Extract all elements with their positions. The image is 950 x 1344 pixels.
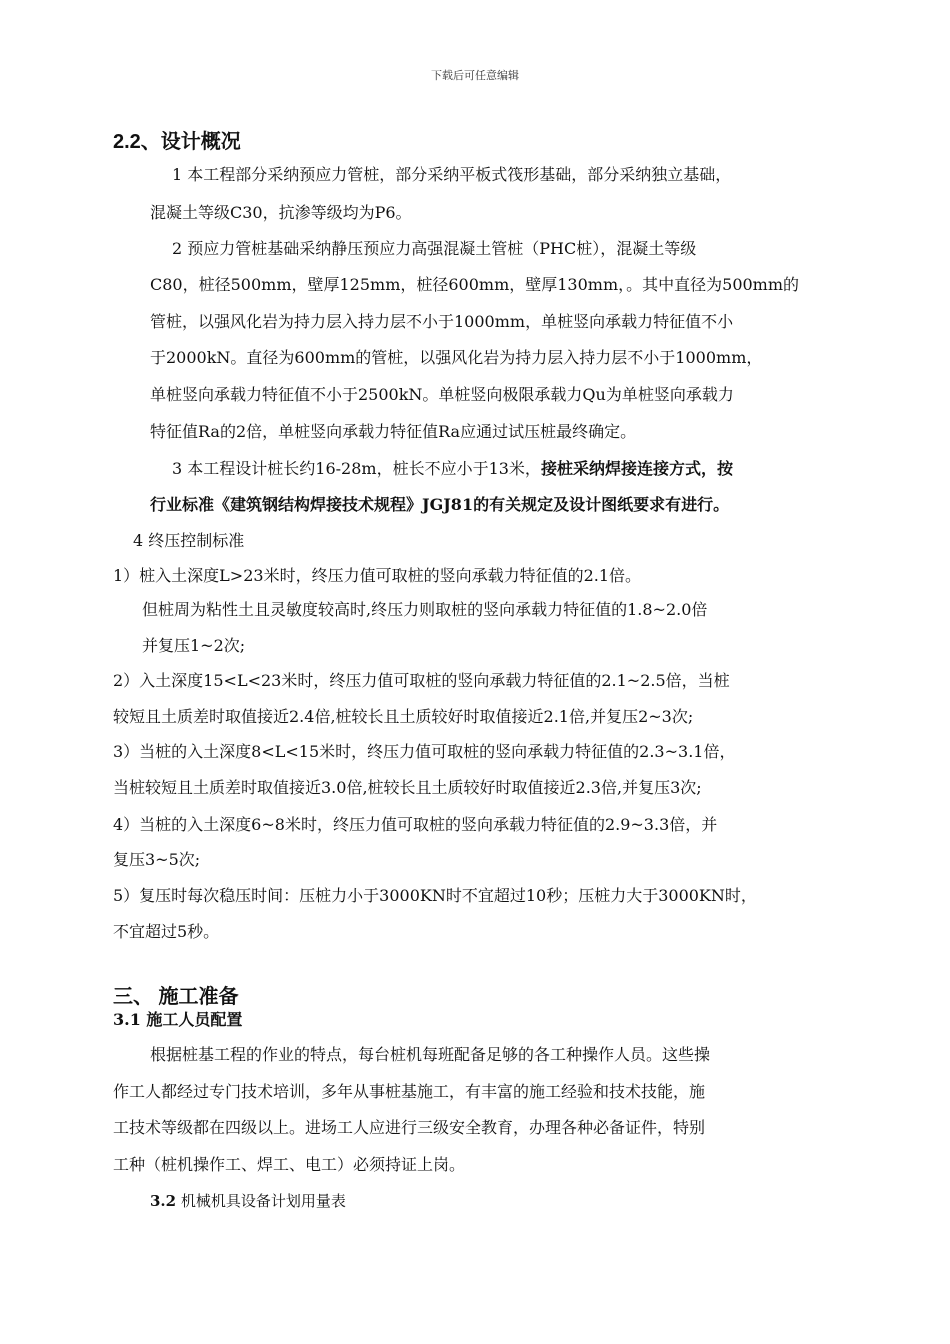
s31-line2: 作工人都经过专门技术培训，多年从事桩基施工，有丰富的施工经验和技术技能，施: [113, 1082, 706, 1101]
item3-normal-text: 3 本工程设计桩长约16-28m，桩长不应小于13米，: [172, 459, 541, 478]
rule-line-2: 但桩周为粘性土且灵敏度较高时,终压力则取桩的竖向承载力特征值的1.8~2.0倍: [142, 600, 708, 619]
s31-line4: 工种（桩机操作工、焊工、电工）必须持证上岗。: [113, 1155, 466, 1174]
item3-line1: [172, 459, 733, 479]
page-header: 下载后可任意编辑: [431, 69, 519, 82]
rule-line-6: 3）当桩的入土深度8<L<15米时，终压力值可取桩的竖向承载力特征值的2.3~3.1倍，: [113, 742, 736, 761]
rule-line-11: 不宜超过5秒。: [113, 922, 220, 941]
s32-text: 机械机具设备计划用量表: [176, 1192, 346, 1210]
s31-line1: 根据桩基工程的作业的特点，每台桩机每班配备足够的各工种操作人员。这些操: [150, 1045, 711, 1064]
item2-line3: 管桩，以强风化岩为持力层入持力层不小于1000mm，单桩竖向承载力特征值不小: [150, 312, 734, 331]
rule-line-10: 5）复压时每次稳压时间：压桩力小于3000KN时不宜超过10秒；压桩力大于3000KN时，: [113, 886, 757, 905]
item1-line1: 1 本工程部分采纳预应力管桩，部分采纳平板式筏形基础，部分采纳独立基础，: [172, 165, 732, 184]
item4-title: 4 终压控制标准: [133, 531, 245, 550]
item1-line2: 混凝土等级C30，抗渗等级均为P6。: [150, 203, 412, 222]
item2-line6: 特征值Ra的2倍，单桩竖向承载力特征值Ra应通过试压桩最终确定。: [150, 422, 637, 441]
item2-line5: 单桩竖向承载力特征值不小于2500kN。单桩竖向极限承载力Qu为单桩竖向承载力: [150, 385, 734, 404]
s32-number: 3.2: [150, 1192, 177, 1210]
rule-line-3: 并复压1~2次;: [142, 636, 246, 655]
rule-line-4: 2）入土深度15<L<23米时，终压力值可取桩的竖向承载力特征值的2.1~2.5倍，当桩: [113, 671, 730, 690]
section-3-2-title: [150, 1190, 346, 1211]
item2-line2: C80，桩径500mm，壁厚125mm，桩径600mm，壁厚130mm，。其中直径为500mm的: [150, 275, 800, 294]
rule-line-9: 复压3~5次;: [113, 850, 201, 869]
item3-bold-text-1: 接桩采纳焊接连接方式，按: [540, 459, 733, 478]
s31-line3: 工技术等级都在四级以上。进场工人应进行三级安全教育，办理各种必备证件，特别: [113, 1118, 706, 1137]
section-2-2-title: 2.2、设计概况: [113, 131, 241, 153]
item2-line1: 2 预应力管桩基础采纳静压预应力高强混凝土管桩（PHC桩），混凝土等级: [172, 239, 697, 258]
rule-line-8: 4）当桩的入土深度6~8米时，终压力值可取桩的竖向承载力特征值的2.9~3.3倍，并: [113, 815, 718, 834]
section-3-1-title: 3.1 施工人员配置: [113, 1010, 243, 1029]
section-3-title: 三、 施工准备: [113, 986, 239, 1008]
rule-line-1: 1）桩入土深度L>23米时，终压力值可取桩的竖向承载力特征值的2.1倍。: [113, 566, 642, 585]
item2-line4: 于2000kN。直径为600mm的管桩，以强风化岩为持力层入持力层不小于1000mm，: [150, 348, 763, 367]
rule-line-7: 当桩较短且土质差时取值接近3.0倍,桩较长且土质较好时取值接近2.3倍,并复压3次;: [113, 778, 702, 797]
rule-line-5: 较短且土质差时取值接近2.4倍,桩较长且土质较好时取值接近2.1倍,并复压2~3次;: [113, 707, 694, 726]
item3-line2: 行业标准《建筑钢结构焊接技术规程》JGJ81的有关规定及设计图纸要求有进行。: [150, 495, 730, 514]
